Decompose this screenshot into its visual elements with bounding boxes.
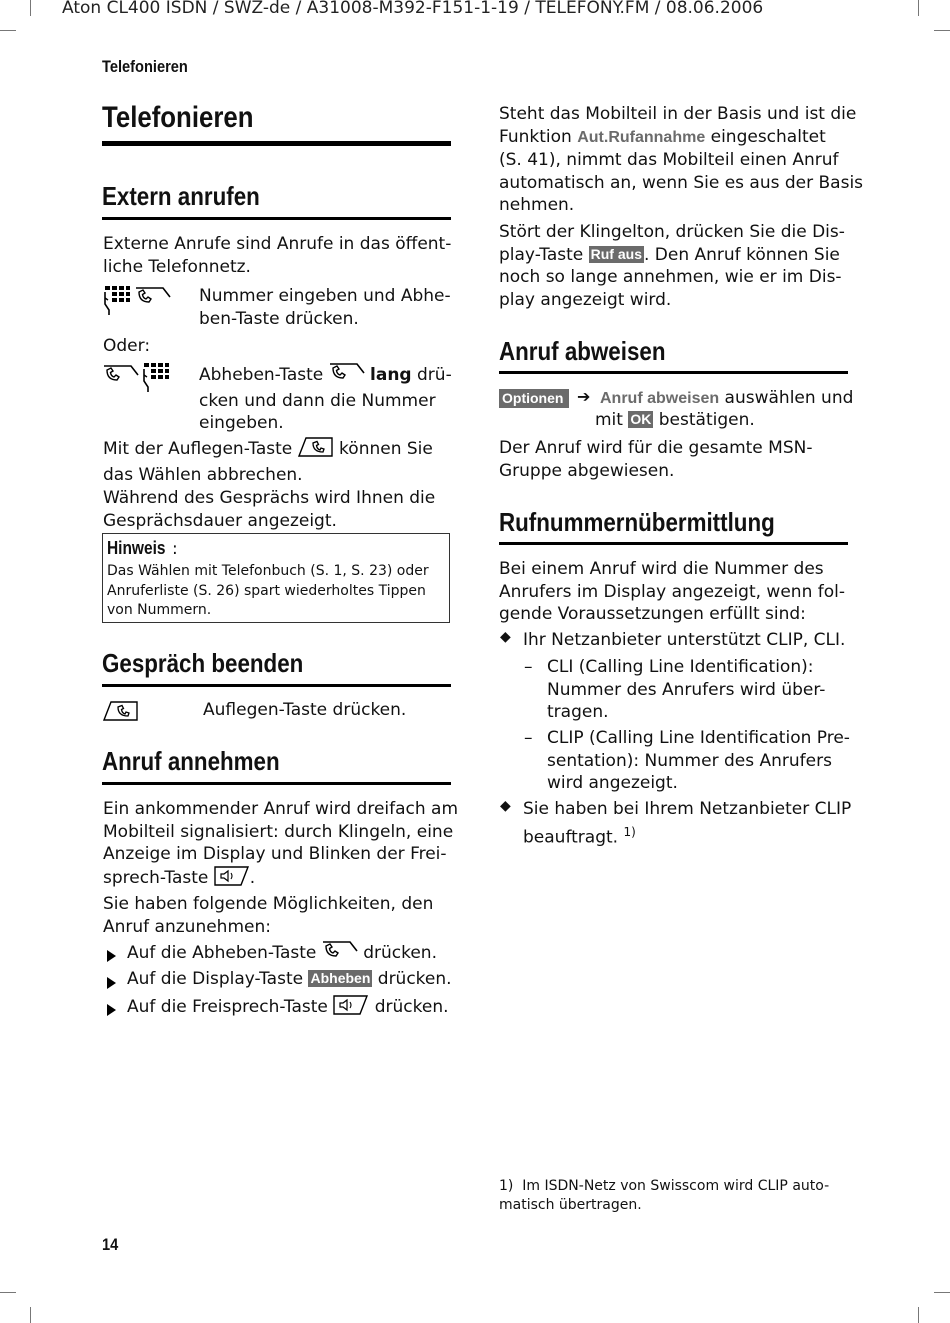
section-rule — [102, 217, 451, 220]
klingelton-paragraph: Stört der Klingelton, drücken Sie die Dis- play-Taste Ruf aus . Den Anruf können Sie noch so lange annehmen, wie er im Dis- play angezeigt wird. — [499, 222, 845, 310]
dash-icon: – — [524, 728, 533, 748]
crop-mark — [934, 30, 950, 31]
section-heading-extern: Extern anrufen — [102, 181, 260, 211]
option-freisprech-taste: Auf die Freisprech-Taste drücken. — [127, 995, 449, 1022]
document-header: Aton CL400 ISDN / SWZ-de / A31008-M392-F151-1-19 / TELEFONY.FM / 08.06.2006 — [62, 0, 764, 18]
annehmen-paragraph-1: Ein ankommender Anruf wird dreifach am Mobilteil signalisiert: durch Klingeln, eine Anzeige im Display und Blinken der Frei- sprech-Taste . — [103, 798, 458, 892]
keypad-icon — [103, 286, 131, 320]
section-rule — [499, 371, 848, 374]
section-heading-annehmen: Anruf annehmen — [102, 746, 280, 776]
section-heading-beenden: Gespräch beenden — [102, 648, 304, 678]
display-key-ok: OK — [630, 411, 652, 427]
footnote: 1) Im ISDN-Netz von Swisscom wird CLIP auto- matisch übertragen. — [499, 1178, 830, 1213]
diamond-bullet-icon: ◆ — [500, 798, 511, 814]
crop-mark — [30, 0, 31, 16]
basis-paragraph: Steht das Mobilteil in der Basis und ist die Funktion Aut.Rufannahme eingeschaltet (S. 41), nimmt das Mobilteil einen Anruf automatisch an, wenn Sie es aus der Basis nehmen. — [499, 104, 864, 215]
speaker-key-icon — [333, 995, 369, 1022]
diamond-bullet-icon: ◆ — [500, 629, 511, 645]
keypad-icon — [142, 363, 170, 397]
off-hook-key-icon — [135, 287, 171, 311]
clip-intro: Bei einem Anruf wird die Nummer des Anrufers im Display angezeigt, wenn fol- gende Voraussetzungen erfüllt sind: — [499, 559, 845, 624]
title-rule — [102, 141, 451, 146]
section-rule — [499, 542, 848, 545]
abweisen-paragraph: Der Anruf wird für die gesamte MSN- Gruppe abgewiesen. — [499, 438, 813, 481]
annehmen-paragraph-2: Sie haben folgende Möglichkeiten, den Anruf anzunehmen: — [103, 894, 434, 937]
section-heading-abweisen: Anruf abweisen — [499, 336, 666, 366]
note-text: Das Wählen mit Telefonbuch (S. 1, S. 23) oder Anruferliste (S. 26) spart wiederholtes Tippen von Nummern. — [107, 563, 429, 618]
note-title: Hinweis : — [107, 538, 178, 559]
abweisen-step-line2: mit OK bestätigen. — [595, 410, 755, 430]
dauer-paragraph: Während des Gesprächs wird Ihnen die Gesprächsdauer angezeigt. — [103, 488, 436, 531]
section-rule — [102, 684, 451, 687]
off-hook-key-icon — [329, 363, 365, 390]
dash-icon: – — [524, 657, 533, 677]
display-key-ruf-aus: Ruf aus — [590, 245, 642, 262]
option-display-taste: Auf die Display-Taste Abheben drücken. — [127, 969, 452, 989]
crop-mark — [0, 1292, 16, 1293]
clip-bullet-1: Ihr Netzanbieter unterstützt CLIP, CLI. — [523, 630, 846, 650]
display-key-abheben: Abheben — [310, 970, 371, 986]
abweisen-step: Anruf abweisen auswählen und — [600, 388, 854, 408]
extern-intro: Externe Anrufe sind Anrufe in das öffent- liche Telefonnetz. — [103, 234, 452, 277]
running-title: Telefonieren — [102, 57, 188, 76]
clip-cli-item: CLI (Calling Line Identification): Nummer des Anrufers wird über- tragen. — [547, 657, 826, 722]
clip-bullet-2: Sie haben bei Ihrem Netzanbieter CLIP beauftragt. $^{1)}$ — [523, 799, 852, 848]
page-title: Telefonieren — [102, 101, 254, 134]
section-heading-clip: Rufnummernübermittlung — [499, 507, 775, 537]
oder-label: Oder: — [103, 336, 151, 356]
option-abheben-taste: Auf die Abheben-Taste drücken. — [127, 941, 437, 968]
section-rule — [102, 782, 451, 785]
menu-aut-rufannahme: Aut.Rufannahme — [577, 128, 706, 146]
beenden-step-text: Auflegen-Taste drücken. — [203, 700, 407, 720]
off-hook-key-icon — [103, 365, 139, 389]
display-key-optionen: Optionen — [499, 389, 569, 408]
page-number: 14 — [102, 1235, 119, 1254]
off-hook-key-icon — [322, 941, 358, 968]
extern-step1-text: Nummer eingeben und Abhe- ben-Taste drücken. — [199, 286, 451, 329]
note-box — [102, 533, 450, 623]
triangle-bullet-icon — [107, 947, 116, 966]
extern-step2-text: Abheben-Taste lang drü- cken und dann die Nummer eingeben. — [199, 365, 452, 433]
crop-mark — [0, 30, 16, 31]
triangle-bullet-icon — [107, 1001, 116, 1020]
triangle-bullet-icon — [107, 974, 116, 993]
speaker-key-icon — [214, 866, 250, 893]
crop-mark — [918, 0, 919, 16]
auflegen-paragraph: Mit der Auflegen-Taste können Sie das Wählen abbrechen. — [103, 439, 433, 485]
crop-mark — [30, 1307, 31, 1323]
on-hook-key-icon — [103, 701, 139, 725]
footnote-ref: 1) — [623, 824, 636, 839]
on-hook-key-icon — [298, 437, 334, 464]
crop-mark — [918, 1307, 919, 1323]
clip-clip-item: CLIP (Calling Line Identification Pre- sentation): Nummer des Anrufers wird angezeigt. — [547, 728, 850, 793]
arrow-icon: ➔ — [577, 387, 591, 406]
menu-anruf-abweisen: Anruf abweisen — [600, 390, 720, 407]
crop-mark — [934, 1292, 950, 1293]
